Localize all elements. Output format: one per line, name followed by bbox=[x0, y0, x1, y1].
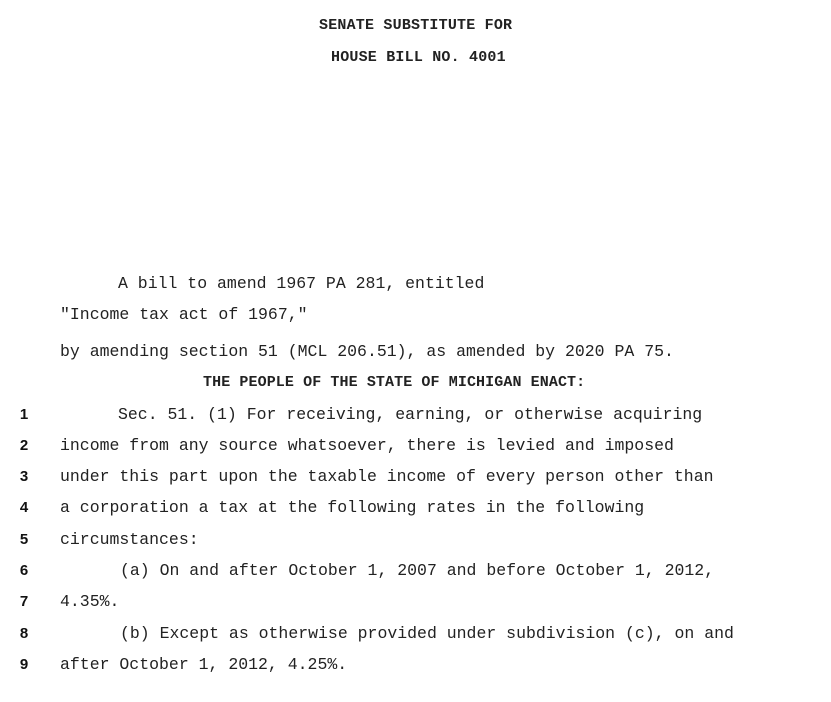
bill-title-line-1: SENATE SUBSTITUTE FOR bbox=[319, 17, 513, 34]
body-line-7: 4.35%. bbox=[60, 592, 120, 611]
line-number: 4 bbox=[19, 499, 29, 516]
line-number: 8 bbox=[19, 625, 29, 642]
line-number: 7 bbox=[19, 593, 29, 610]
body-line-9: after October 1, 2012, 4.25%. bbox=[60, 655, 348, 674]
bill-title-line-2: HOUSE BILL NO. 4001 bbox=[331, 49, 506, 66]
line-number: 6 bbox=[19, 562, 29, 579]
line-number: 1 bbox=[19, 406, 29, 423]
body-line-2: income from any source whatsoever, there is levied and imposed bbox=[60, 436, 674, 455]
body-line-3: under this part upon the taxable income of every person other than bbox=[60, 467, 714, 486]
body-line-5: circumstances: bbox=[60, 530, 199, 549]
body-line-1: Sec. 51. (1) For receiving, earning, or otherwise acquiring bbox=[118, 405, 703, 424]
preamble-line-3: by amending section 51 (MCL 206.51), as amended by 2020 PA 75. bbox=[60, 342, 674, 361]
preamble-line-1: A bill to amend 1967 PA 281, entitled bbox=[118, 274, 485, 293]
line-number: 2 bbox=[19, 437, 29, 454]
line-number: 9 bbox=[19, 656, 29, 673]
body-line-4: a corporation a tax at the following rates in the following bbox=[60, 498, 645, 517]
line-number: 5 bbox=[19, 531, 29, 548]
body-line-6: (a) On and after October 1, 2007 and before October 1, 2012, bbox=[120, 561, 715, 580]
preamble-line-2: "Income tax act of 1967," bbox=[60, 305, 308, 324]
body-line-8: (b) Except as otherwise provided under subdivision (c), on and bbox=[120, 624, 734, 643]
enacting-clause: THE PEOPLE OF THE STATE OF MICHIGAN ENACT: bbox=[203, 374, 586, 391]
line-number: 3 bbox=[19, 468, 29, 485]
